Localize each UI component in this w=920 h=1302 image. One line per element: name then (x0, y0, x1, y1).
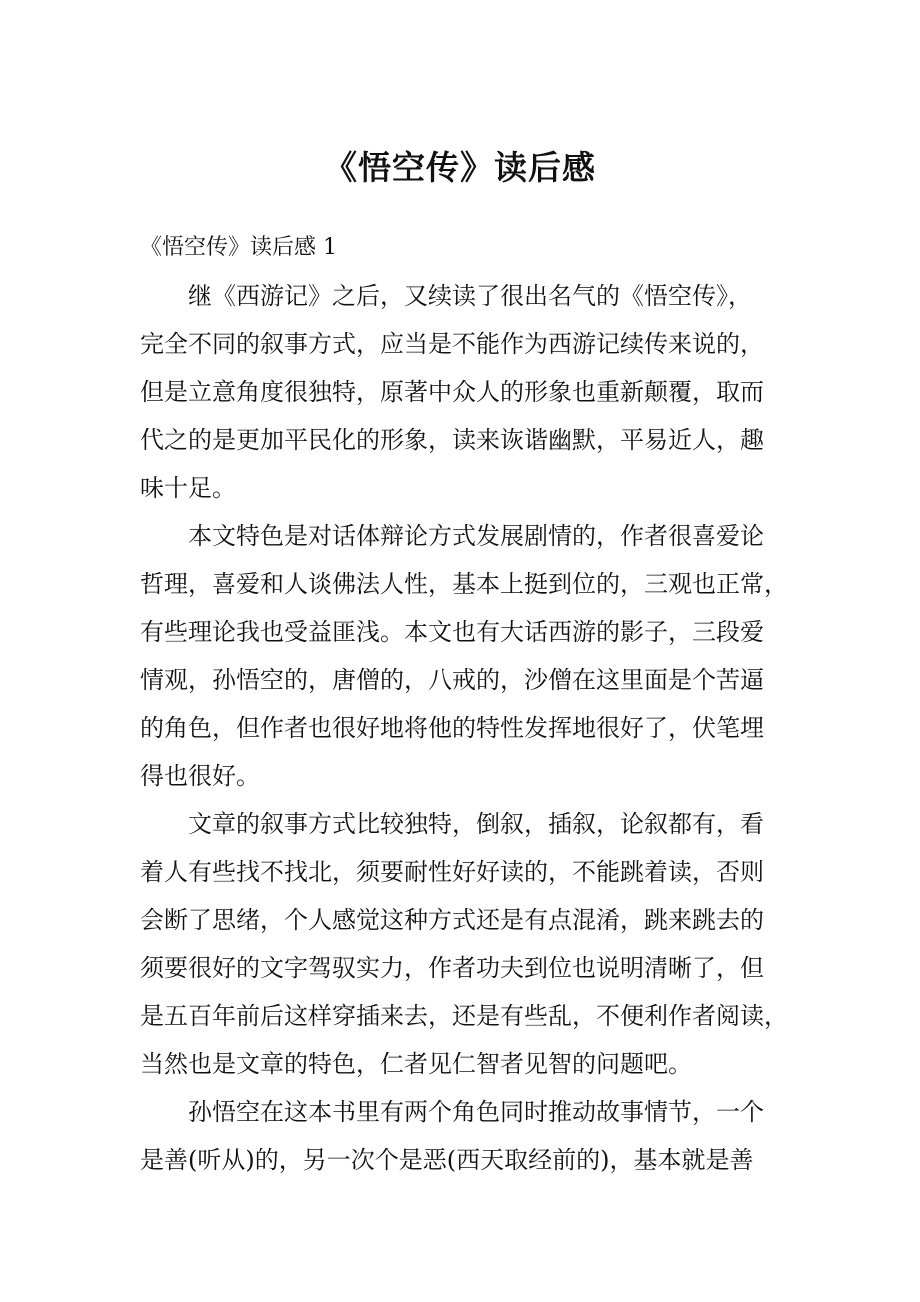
paragraph-line: 着人有些找不找北，须要耐性好好读的，不能跳着读，否则 (140, 858, 764, 886)
document-body (140, 272, 788, 1184)
paragraph-line: 须要很好的文字驾驭实力，作者功夫到位也说明清晰了，但 (140, 954, 764, 982)
paragraph-line: 哲理，喜爱和人谈佛法人性，基本上挺到位的，三观也正常， (140, 570, 788, 598)
document-title: 《悟空传》读后感 (324, 148, 596, 187)
paragraph-line: 本文特色是对话体辩论方式发展剧情的，作者很喜爱论 (188, 522, 764, 550)
paragraph-3 (140, 800, 788, 1088)
paragraph-line: 继《西游记》之后，又续读了很出名气的《悟空传》， (188, 282, 752, 310)
paragraph-line: 是五百年前后这样穿插来去，还是有些乱，不便利作者阅读， (140, 1002, 788, 1030)
paragraph-line: 得也很好。 (140, 762, 260, 790)
paragraph-line: 情观，孙悟空的，唐僧的，八戒的，沙僧在这里面是个苦逼 (140, 666, 764, 694)
paragraph-line: 但是立意角度很独特，原著中众人的形象也重新颠覆，取而 (140, 378, 764, 406)
paragraph-line: 会断了思绪，个人感觉这种方式还是有点混淆，跳来跳去的 (140, 906, 764, 934)
paragraph-line: 孙悟空在这本书里有两个角色同时推动故事情节，一个 (188, 1098, 764, 1126)
paragraph-line: 有些理论我也受益匪浅。本文也有大话西游的影子，三段爱 (140, 618, 764, 646)
paragraph-line: 当然也是文章的特色，仁者见仁智者见智的问题吧。 (140, 1050, 692, 1078)
paragraph-2 (140, 512, 788, 800)
paragraph-4 (140, 1088, 780, 1184)
paragraph-line: 是善(听从)的，另一次个是恶(西天取经前的)，基本就是善 (140, 1146, 754, 1174)
paragraph-1 (140, 272, 780, 512)
paragraph-line: 味十足。 (140, 474, 236, 502)
paragraph-line: 完全不同的叙事方式，应当是不能作为西游记续传来说的， (140, 330, 764, 358)
paragraph-line: 代之的是更加平民化的形象，读来诙谐幽默，平易近人，趣 (140, 426, 764, 454)
paragraph-line: 文章的叙事方式比较独特，倒叙，插叙，论叙都有，看 (188, 810, 764, 838)
paragraph-line: 的角色，但作者也很好地将他的特性发挥地很好了，伏笔埋 (140, 714, 764, 742)
section-heading: 《悟空传》读后感 1 (140, 235, 337, 260)
